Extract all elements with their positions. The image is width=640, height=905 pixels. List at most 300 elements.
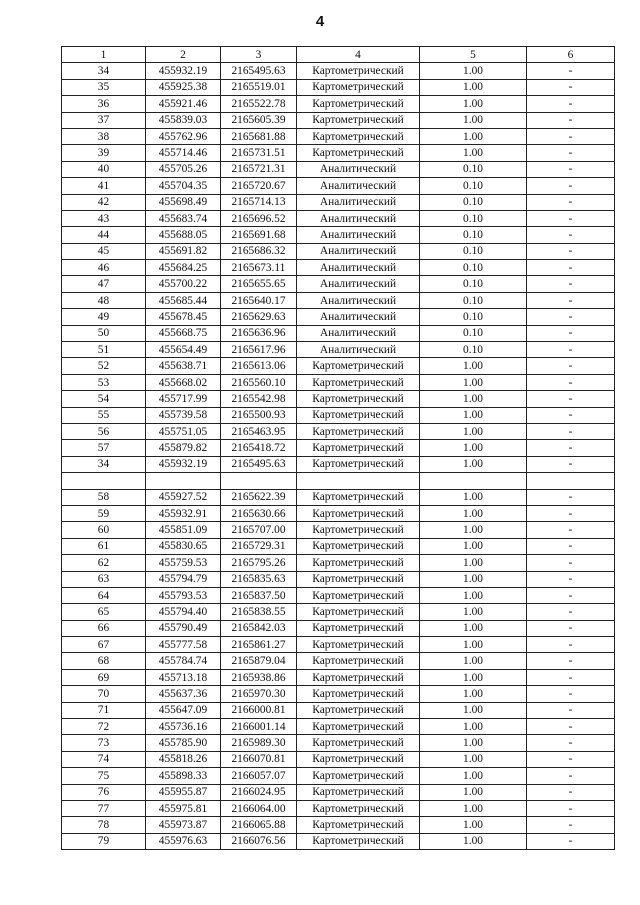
cell-method: Аналитический	[297, 178, 420, 194]
cell-x-coordinate: 455879.82	[146, 440, 221, 456]
cell-note: -	[527, 653, 615, 669]
cell-y-coordinate: 2165691.68	[221, 227, 297, 243]
cell-point-number: 78	[62, 817, 146, 833]
separator-row	[62, 473, 615, 489]
cell-y-coordinate: 2165795.26	[221, 555, 297, 571]
cell-point-number: 45	[62, 243, 146, 259]
cell-x-coordinate: 455932.19	[146, 63, 221, 79]
cell-method: Картометрический	[297, 440, 420, 456]
cell-accuracy: 1.00	[420, 817, 527, 833]
cell-accuracy: 1.00	[420, 96, 527, 112]
cell-accuracy: 0.10	[420, 342, 527, 358]
cell-point-number: 79	[62, 833, 146, 849]
cell-y-coordinate: 2165731.51	[221, 145, 297, 161]
cell-x-coordinate: 455700.22	[146, 276, 221, 292]
cell-y-coordinate: 2165630.66	[221, 505, 297, 521]
header-cell-4: 4	[297, 47, 420, 63]
cell-y-coordinate: 2165720.67	[221, 178, 297, 194]
cell-x-coordinate: 455714.46	[146, 145, 221, 161]
cell-method: Аналитический	[297, 292, 420, 308]
cell-point-number: 69	[62, 669, 146, 685]
cell-accuracy: 1.00	[420, 800, 527, 816]
cell-accuracy: 1.00	[420, 571, 527, 587]
table-row	[62, 161, 615, 177]
cell-note: -	[527, 276, 615, 292]
table-row	[62, 145, 615, 161]
cell-accuracy: 1.00	[420, 637, 527, 653]
table-row	[62, 227, 615, 243]
header-cell-3: 3	[221, 47, 297, 63]
cell-method: Картометрический	[297, 423, 420, 439]
cell-x-coordinate: 455683.74	[146, 210, 221, 226]
cell-x-coordinate: 455678.45	[146, 309, 221, 325]
table-row	[62, 407, 615, 423]
table-row	[62, 833, 615, 849]
cell-x-coordinate: 455698.49	[146, 194, 221, 210]
table-row	[62, 391, 615, 407]
cell-method: Картометрический	[297, 145, 420, 161]
table-row	[62, 604, 615, 620]
cell-accuracy: 1.00	[420, 145, 527, 161]
cell-x-coordinate: 455975.81	[146, 800, 221, 816]
cell-point-number: 34	[62, 456, 146, 472]
table-row	[62, 292, 615, 308]
cell-method: Картометрический	[297, 669, 420, 685]
cell-method: Аналитический	[297, 210, 420, 226]
cell-method: Картометрический	[297, 571, 420, 587]
cell-point-number: 67	[62, 637, 146, 653]
cell-point-number: 65	[62, 604, 146, 620]
cell-point-number: 62	[62, 555, 146, 571]
cell-y-coordinate: 2165686.32	[221, 243, 297, 259]
cell-x-coordinate: 455785.90	[146, 735, 221, 751]
cell-accuracy: 1.00	[420, 538, 527, 554]
cell-method: Аналитический	[297, 342, 420, 358]
cell-accuracy: 1.00	[420, 604, 527, 620]
cell-point-number: 41	[62, 178, 146, 194]
table-row	[62, 342, 615, 358]
cell-method: Картометрический	[297, 637, 420, 653]
cell-x-coordinate: 455638.71	[146, 358, 221, 374]
cell-x-coordinate: 455973.87	[146, 817, 221, 833]
cell-point-number: 70	[62, 686, 146, 702]
cell-note: -	[527, 358, 615, 374]
cell-point-number: 57	[62, 440, 146, 456]
cell-point-number: 55	[62, 407, 146, 423]
cell-accuracy: 1.00	[420, 79, 527, 95]
cell-accuracy: 1.00	[420, 751, 527, 767]
cell-note: -	[527, 784, 615, 800]
cell-y-coordinate: 2165714.13	[221, 194, 297, 210]
cell-method: Картометрический	[297, 79, 420, 95]
cell-accuracy: 0.10	[420, 178, 527, 194]
cell-y-coordinate: 2165522.78	[221, 96, 297, 112]
cell-note: -	[527, 391, 615, 407]
cell-y-coordinate: 2165622.39	[221, 489, 297, 505]
cell-point-number: 38	[62, 128, 146, 144]
cell-y-coordinate: 2166001.14	[221, 719, 297, 735]
cell-method: Аналитический	[297, 227, 420, 243]
cell-y-coordinate: 2165655.65	[221, 276, 297, 292]
cell-x-coordinate: 455736.16	[146, 719, 221, 735]
cell-y-coordinate: 2165418.72	[221, 440, 297, 456]
cell-method: Картометрический	[297, 63, 420, 79]
cell-accuracy: 0.10	[420, 243, 527, 259]
cell-method: Картометрический	[297, 817, 420, 833]
cell-y-coordinate: 2165707.00	[221, 522, 297, 538]
cell-y-coordinate: 2165837.50	[221, 587, 297, 603]
table-row	[62, 440, 615, 456]
cell-y-coordinate: 2166070.81	[221, 751, 297, 767]
cell-point-number: 59	[62, 505, 146, 521]
cell-x-coordinate: 455751.05	[146, 423, 221, 439]
coordinates-table	[61, 46, 615, 850]
cell-y-coordinate: 2166000.81	[221, 702, 297, 718]
cell-y-coordinate: 2165673.11	[221, 260, 297, 276]
cell-note: -	[527, 63, 615, 79]
cell-accuracy: 1.00	[420, 735, 527, 751]
cell-note: -	[527, 637, 615, 653]
cell-note: -	[527, 489, 615, 505]
cell-note: -	[527, 260, 615, 276]
cell-accuracy: 1.00	[420, 653, 527, 669]
cell-method: Картометрический	[297, 538, 420, 554]
empty-cell	[146, 473, 221, 489]
cell-note: -	[527, 456, 615, 472]
cell-point-number: 35	[62, 79, 146, 95]
cell-accuracy: 1.00	[420, 784, 527, 800]
cell-method: Картометрический	[297, 391, 420, 407]
cell-point-number: 58	[62, 489, 146, 505]
cell-y-coordinate: 2165463.95	[221, 423, 297, 439]
cell-accuracy: 1.00	[420, 423, 527, 439]
cell-accuracy: 0.10	[420, 227, 527, 243]
cell-note: -	[527, 522, 615, 538]
cell-point-number: 66	[62, 620, 146, 636]
cell-x-coordinate: 455668.02	[146, 374, 221, 390]
cell-note: -	[527, 686, 615, 702]
cell-note: -	[527, 555, 615, 571]
cell-method: Аналитический	[297, 161, 420, 177]
cell-method: Картометрический	[297, 768, 420, 784]
cell-point-number: 34	[62, 63, 146, 79]
table-row	[62, 358, 615, 374]
table-row	[62, 210, 615, 226]
cell-accuracy: 1.00	[420, 128, 527, 144]
cell-x-coordinate: 455921.46	[146, 96, 221, 112]
cell-accuracy: 1.00	[420, 587, 527, 603]
cell-x-coordinate: 455793.53	[146, 587, 221, 603]
cell-note: -	[527, 800, 615, 816]
cell-note: -	[527, 571, 615, 587]
cell-note: -	[527, 604, 615, 620]
cell-x-coordinate: 455704.35	[146, 178, 221, 194]
cell-accuracy: 1.00	[420, 505, 527, 521]
cell-accuracy: 0.10	[420, 292, 527, 308]
cell-method: Картометрический	[297, 112, 420, 128]
cell-x-coordinate: 455705.26	[146, 161, 221, 177]
cell-y-coordinate: 2165681.88	[221, 128, 297, 144]
cell-accuracy: 0.10	[420, 210, 527, 226]
table-row	[62, 784, 615, 800]
cell-x-coordinate: 455932.91	[146, 505, 221, 521]
cell-x-coordinate: 455955.87	[146, 784, 221, 800]
table-row	[62, 128, 615, 144]
cell-accuracy: 1.00	[420, 456, 527, 472]
cell-method: Картометрический	[297, 96, 420, 112]
cell-note: -	[527, 309, 615, 325]
cell-method: Картометрический	[297, 374, 420, 390]
cell-accuracy: 0.10	[420, 309, 527, 325]
cell-point-number: 51	[62, 342, 146, 358]
cell-note: -	[527, 719, 615, 735]
cell-x-coordinate: 455668.75	[146, 325, 221, 341]
table-row	[62, 260, 615, 276]
cell-x-coordinate: 455784.74	[146, 653, 221, 669]
cell-y-coordinate: 2165970.30	[221, 686, 297, 702]
cell-accuracy: 1.00	[420, 702, 527, 718]
cell-point-number: 50	[62, 325, 146, 341]
cell-y-coordinate: 2165938.86	[221, 669, 297, 685]
cell-y-coordinate: 2165640.17	[221, 292, 297, 308]
cell-accuracy: 1.00	[420, 719, 527, 735]
cell-x-coordinate: 455818.26	[146, 751, 221, 767]
cell-note: -	[527, 243, 615, 259]
cell-y-coordinate: 2166024.95	[221, 784, 297, 800]
cell-x-coordinate: 455637.36	[146, 686, 221, 702]
cell-note: -	[527, 440, 615, 456]
cell-note: -	[527, 342, 615, 358]
cell-y-coordinate: 2165696.52	[221, 210, 297, 226]
cell-accuracy: 1.00	[420, 833, 527, 849]
cell-x-coordinate: 455794.79	[146, 571, 221, 587]
cell-point-number: 42	[62, 194, 146, 210]
cell-method: Картометрический	[297, 653, 420, 669]
table-row	[62, 243, 615, 259]
cell-x-coordinate: 455839.03	[146, 112, 221, 128]
cell-point-number: 48	[62, 292, 146, 308]
cell-point-number: 36	[62, 96, 146, 112]
table-row	[62, 522, 615, 538]
cell-note: -	[527, 79, 615, 95]
cell-note: -	[527, 374, 615, 390]
cell-point-number: 64	[62, 587, 146, 603]
empty-cell	[420, 473, 527, 489]
cell-note: -	[527, 669, 615, 685]
cell-y-coordinate: 2165842.03	[221, 620, 297, 636]
cell-point-number: 73	[62, 735, 146, 751]
cell-x-coordinate: 455898.33	[146, 768, 221, 784]
cell-accuracy: 0.10	[420, 276, 527, 292]
cell-method: Картометрический	[297, 735, 420, 751]
cell-x-coordinate: 455739.58	[146, 407, 221, 423]
cell-x-coordinate: 455762.96	[146, 128, 221, 144]
cell-y-coordinate: 2165838.55	[221, 604, 297, 620]
cell-note: -	[527, 292, 615, 308]
cell-accuracy: 0.10	[420, 161, 527, 177]
cell-point-number: 72	[62, 719, 146, 735]
cell-point-number: 71	[62, 702, 146, 718]
cell-point-number: 39	[62, 145, 146, 161]
table-row	[62, 325, 615, 341]
cell-method: Картометрический	[297, 128, 420, 144]
cell-y-coordinate: 2165605.39	[221, 112, 297, 128]
table-row	[62, 620, 615, 636]
cell-method: Аналитический	[297, 194, 420, 210]
table-row	[62, 423, 615, 439]
table-row	[62, 800, 615, 816]
table-row	[62, 669, 615, 685]
table-row	[62, 702, 615, 718]
cell-accuracy: 0.10	[420, 194, 527, 210]
cell-point-number: 61	[62, 538, 146, 554]
cell-y-coordinate: 2165617.96	[221, 342, 297, 358]
cell-method: Картометрический	[297, 456, 420, 472]
cell-accuracy: 1.00	[420, 686, 527, 702]
header-cell-6: 6	[527, 47, 615, 63]
table-row	[62, 817, 615, 833]
empty-cell	[527, 473, 615, 489]
cell-y-coordinate: 2165835.63	[221, 571, 297, 587]
cell-note: -	[527, 227, 615, 243]
cell-x-coordinate: 455851.09	[146, 522, 221, 538]
cell-x-coordinate: 455927.52	[146, 489, 221, 505]
cell-x-coordinate: 455684.25	[146, 260, 221, 276]
cell-note: -	[527, 112, 615, 128]
cell-y-coordinate: 2166064.00	[221, 800, 297, 816]
cell-accuracy: 1.00	[420, 63, 527, 79]
cell-note: -	[527, 817, 615, 833]
cell-x-coordinate: 455647.09	[146, 702, 221, 718]
cell-note: -	[527, 145, 615, 161]
cell-point-number: 77	[62, 800, 146, 816]
cell-note: -	[527, 587, 615, 603]
cell-point-number: 60	[62, 522, 146, 538]
table-row	[62, 96, 615, 112]
cell-method: Картометрический	[297, 719, 420, 735]
cell-x-coordinate: 455932.19	[146, 456, 221, 472]
cell-note: -	[527, 505, 615, 521]
cell-note: -	[527, 768, 615, 784]
cell-x-coordinate: 455777.58	[146, 637, 221, 653]
cell-y-coordinate: 2165560.10	[221, 374, 297, 390]
cell-note: -	[527, 833, 615, 849]
cell-y-coordinate: 2165989.30	[221, 735, 297, 751]
cell-note: -	[527, 538, 615, 554]
cell-accuracy: 1.00	[420, 391, 527, 407]
cell-note: -	[527, 407, 615, 423]
cell-y-coordinate: 2165861.27	[221, 637, 297, 653]
cell-point-number: 49	[62, 309, 146, 325]
cell-x-coordinate: 455794.40	[146, 604, 221, 620]
cell-method: Картометрический	[297, 505, 420, 521]
empty-cell	[62, 473, 146, 489]
cell-point-number: 54	[62, 391, 146, 407]
cell-y-coordinate: 2165542.98	[221, 391, 297, 407]
cell-x-coordinate: 455685.44	[146, 292, 221, 308]
cell-method: Аналитический	[297, 325, 420, 341]
cell-method: Картометрический	[297, 358, 420, 374]
table-row	[62, 653, 615, 669]
header-cell-5: 5	[420, 47, 527, 63]
cell-point-number: 76	[62, 784, 146, 800]
cell-accuracy: 1.00	[420, 620, 527, 636]
table-row	[62, 374, 615, 390]
cell-x-coordinate: 455830.65	[146, 538, 221, 554]
cell-point-number: 63	[62, 571, 146, 587]
cell-accuracy: 1.00	[420, 669, 527, 685]
header-cell-1: 1	[62, 47, 146, 63]
table-row	[62, 63, 615, 79]
cell-method: Картометрический	[297, 489, 420, 505]
cell-note: -	[527, 194, 615, 210]
cell-point-number: 40	[62, 161, 146, 177]
cell-point-number: 53	[62, 374, 146, 390]
cell-point-number: 56	[62, 423, 146, 439]
cell-y-coordinate: 2165721.31	[221, 161, 297, 177]
cell-note: -	[527, 210, 615, 226]
cell-method: Картометрический	[297, 800, 420, 816]
table-row	[62, 571, 615, 587]
cell-accuracy: 1.00	[420, 440, 527, 456]
cell-x-coordinate: 455976.63	[146, 833, 221, 849]
cell-note: -	[527, 178, 615, 194]
table-row	[62, 735, 615, 751]
table-row	[62, 587, 615, 603]
cell-method: Картометрический	[297, 751, 420, 767]
table-row	[62, 637, 615, 653]
cell-x-coordinate: 455713.18	[146, 669, 221, 685]
table-row	[62, 538, 615, 554]
cell-point-number: 74	[62, 751, 146, 767]
cell-point-number: 68	[62, 653, 146, 669]
cell-method: Картометрический	[297, 604, 420, 620]
cell-accuracy: 0.10	[420, 325, 527, 341]
empty-cell	[221, 473, 297, 489]
table-row	[62, 768, 615, 784]
cell-method: Картометрический	[297, 784, 420, 800]
cell-method: Аналитический	[297, 276, 420, 292]
cell-y-coordinate: 2166076.56	[221, 833, 297, 849]
table-row	[62, 505, 615, 521]
cell-y-coordinate: 2166057.07	[221, 768, 297, 784]
cell-method: Картометрический	[297, 587, 420, 603]
cell-method: Картометрический	[297, 620, 420, 636]
table-row	[62, 555, 615, 571]
cell-method: Аналитический	[297, 260, 420, 276]
cell-y-coordinate: 2165629.63	[221, 309, 297, 325]
cell-point-number: 75	[62, 768, 146, 784]
cell-accuracy: 1.00	[420, 358, 527, 374]
cell-y-coordinate: 2165636.96	[221, 325, 297, 341]
table-row	[62, 112, 615, 128]
cell-y-coordinate: 2165500.93	[221, 407, 297, 423]
table-row	[62, 489, 615, 505]
cell-accuracy: 1.00	[420, 522, 527, 538]
cell-accuracy: 1.00	[420, 768, 527, 784]
cell-note: -	[527, 96, 615, 112]
cell-y-coordinate: 2165495.63	[221, 63, 297, 79]
cell-point-number: 52	[62, 358, 146, 374]
cell-accuracy: 1.00	[420, 407, 527, 423]
cell-note: -	[527, 423, 615, 439]
cell-method: Картометрический	[297, 407, 420, 423]
page-number: 4	[315, 13, 325, 30]
cell-x-coordinate: 455717.99	[146, 391, 221, 407]
header-row	[62, 47, 615, 63]
cell-x-coordinate: 455790.49	[146, 620, 221, 636]
table-row	[62, 194, 615, 210]
